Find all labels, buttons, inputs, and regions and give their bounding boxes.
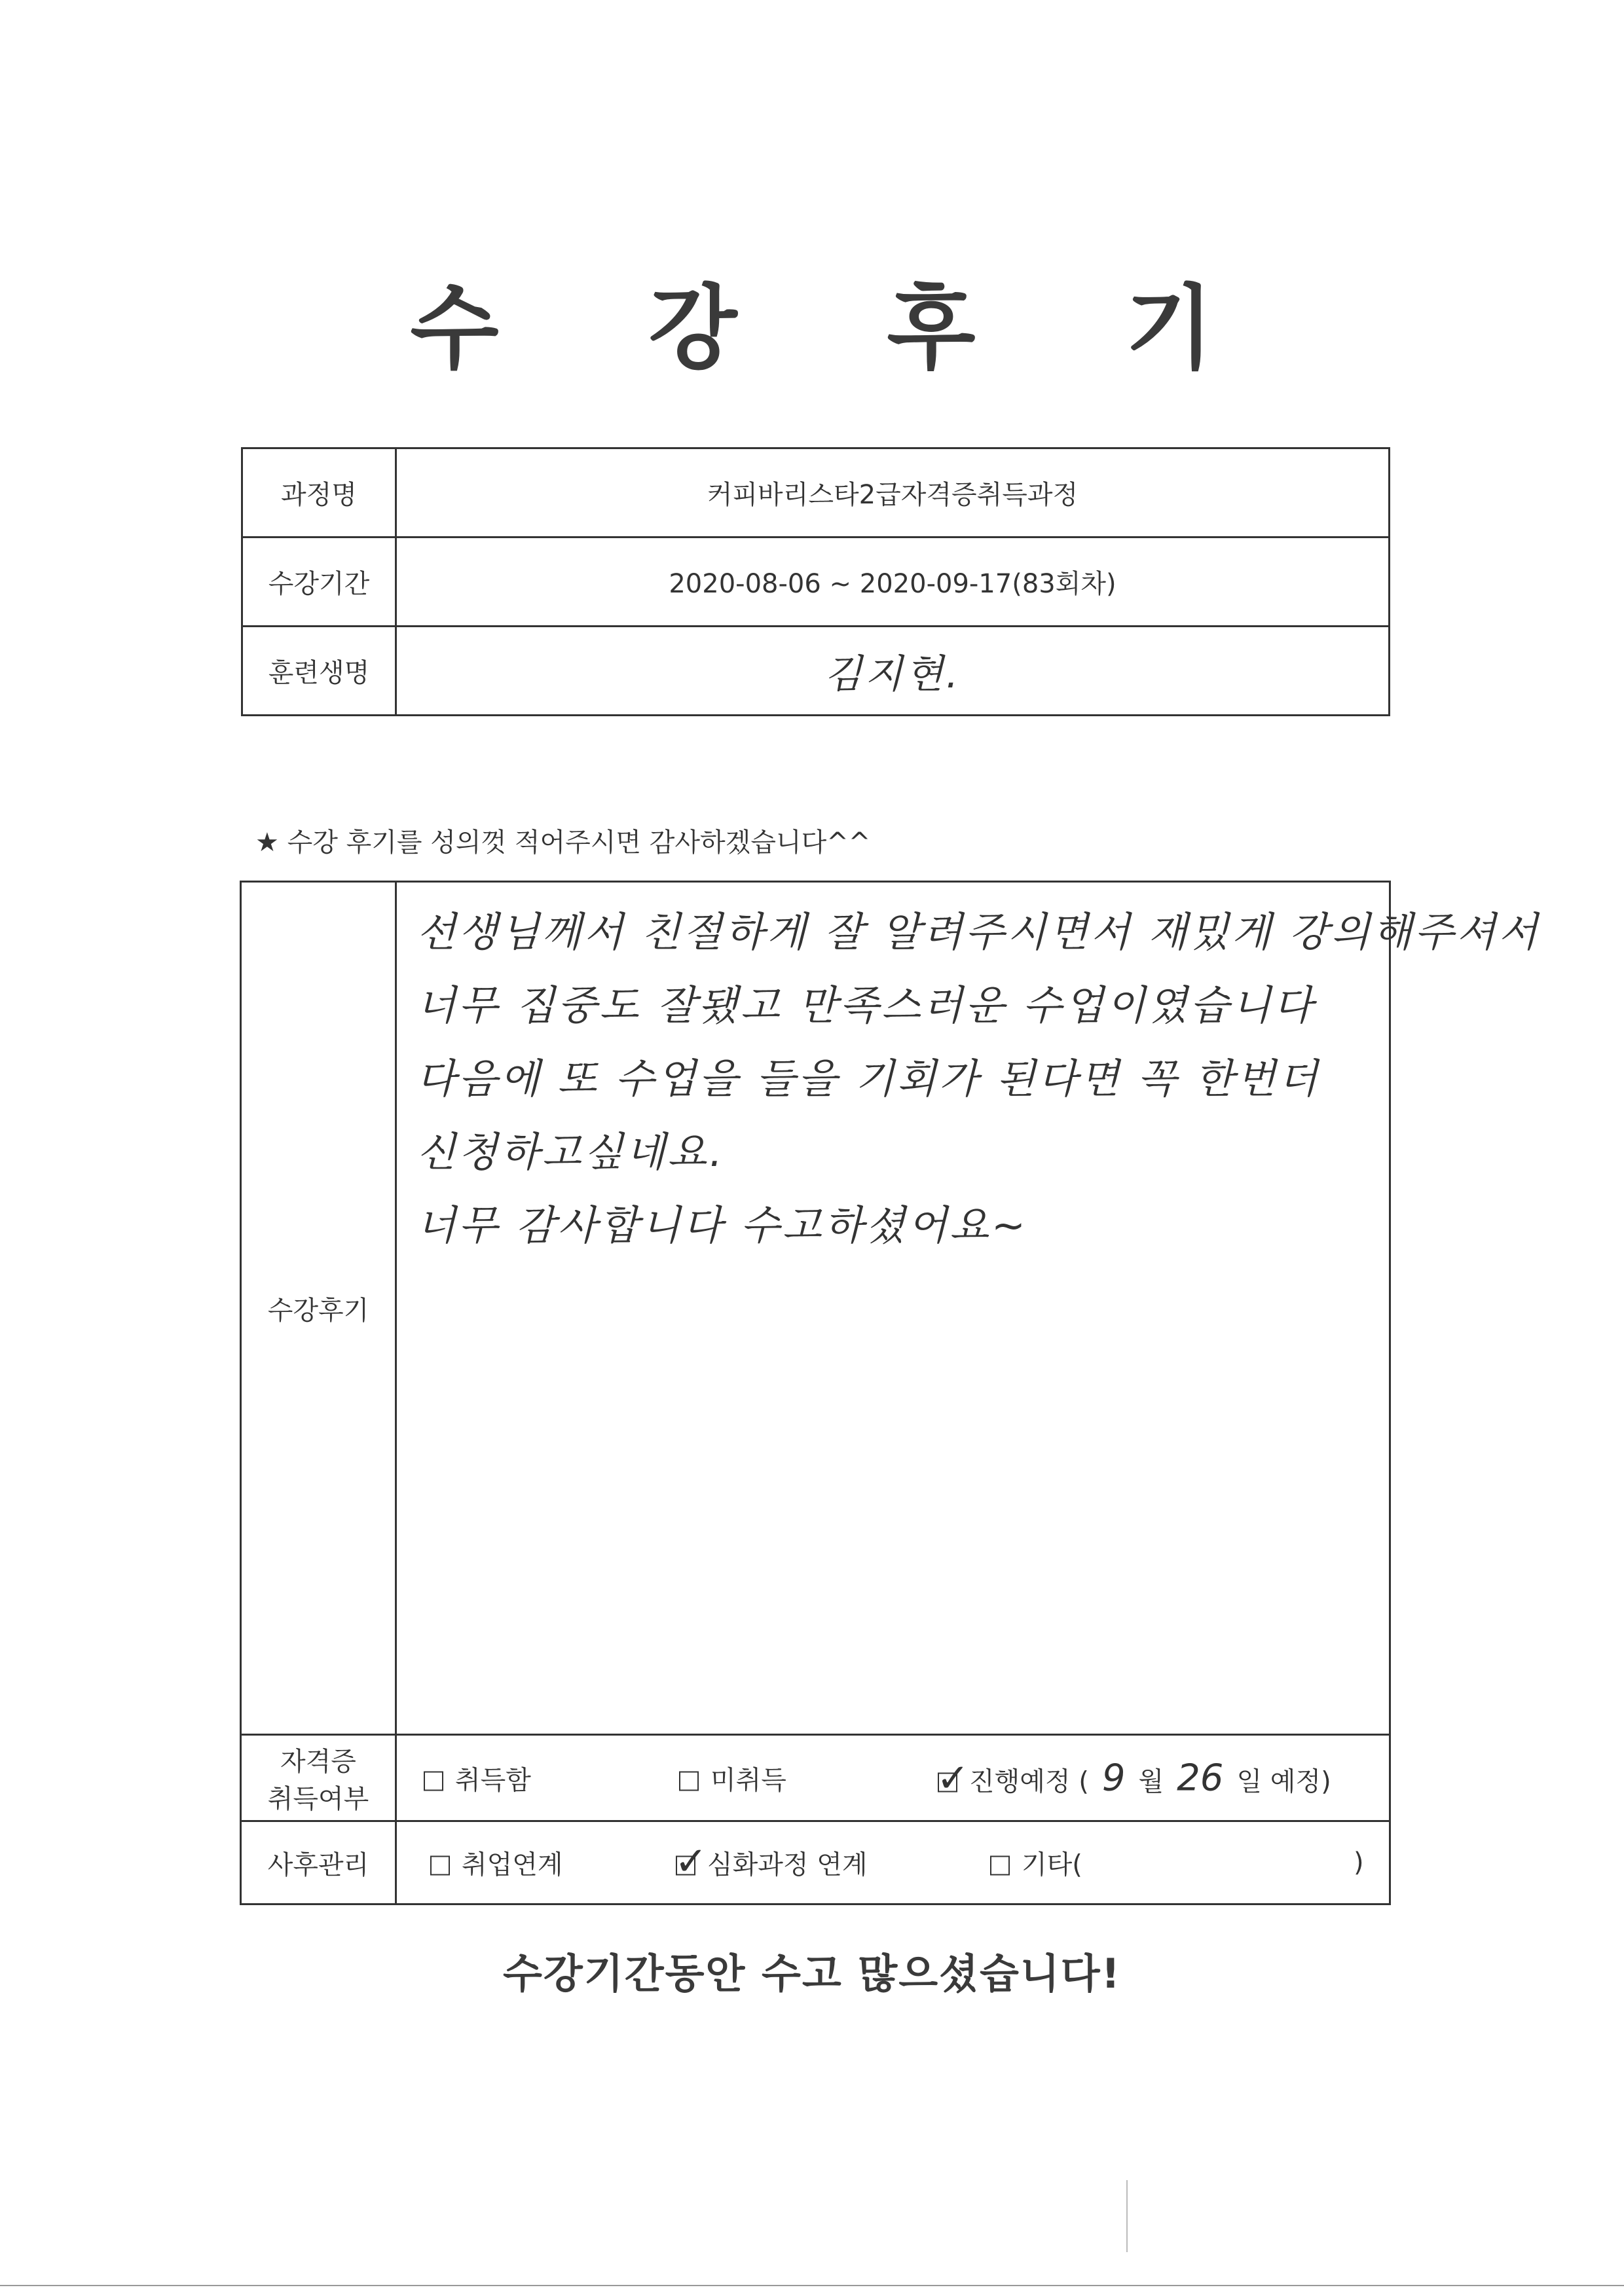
trainee-label: 훈련생명 — [242, 627, 396, 716]
option-label: 취득함 — [455, 1765, 531, 1795]
scheduled-month: 9 — [1101, 1757, 1126, 1799]
certificate-options — [396, 1735, 1390, 1821]
review-line-3: 다음에 또 수업을 들을 기회가 된다면 꼭 한번더 — [416, 1055, 1320, 1102]
review-table — [240, 881, 1540, 1905]
table-row — [241, 1735, 1390, 1821]
page-title: 수 강 후 기 — [410, 276, 1273, 382]
checkbox-checked-icon[interactable] — [936, 1755, 970, 1801]
trainee-name-field — [396, 627, 1390, 716]
certificate-label — [241, 1735, 396, 1821]
scheduled-day: 26 — [1177, 1757, 1224, 1799]
aftercare-options — [396, 1821, 1390, 1904]
option-label: 취업연계 — [462, 1850, 563, 1880]
table-row — [241, 1821, 1390, 1904]
review-line-4: 신청하고싶네요. — [416, 1128, 725, 1176]
closing-message: 수강기간동안 수고 많으셨습니다! — [503, 1950, 1121, 1997]
table-row — [242, 448, 1390, 538]
checkbox-icon[interactable] — [990, 1856, 1010, 1876]
review-text-area — [396, 882, 1540, 1735]
option-suffix: 일 예정) — [1236, 1766, 1331, 1796]
review-line-1: 선생님께서 친절하게 잘 알려주시면서 재밌게 강의해주셔서 — [416, 908, 1540, 956]
course-value: 커피바리스타2급자격증취득과정 — [396, 448, 1390, 538]
review-line-5: 너무 감사합니다 수고하셨어요~ — [416, 1201, 1028, 1249]
option-label: 미취득 — [710, 1765, 786, 1795]
aftercare-other-close: ) — [1354, 1848, 1364, 1878]
certificate-option-obtained[interactable] — [424, 1759, 531, 1796]
review-line-2: 너무 집중도 잘됐고 만족스러운 수업이였습니다 — [416, 981, 1316, 1029]
option-label: 기타( — [1022, 1850, 1082, 1880]
aftercare-option-advanced-course[interactable] — [674, 1838, 868, 1885]
trainee-name-handwritten: 김지현. — [824, 651, 961, 697]
page-edge-line — [0, 2285, 1624, 2286]
checkbox-checked-icon[interactable] — [674, 1838, 708, 1885]
option-label: 심화과정 연계 — [707, 1850, 868, 1880]
checkbox-icon[interactable] — [679, 1771, 699, 1791]
aftercare-option-other[interactable] — [990, 1844, 1082, 1882]
scan-mark — [1126, 2180, 1128, 2252]
check-mark-icon: ✓ — [674, 1838, 708, 1885]
certificate-option-not-obtained[interactable] — [679, 1759, 786, 1796]
aftercare-option-employment[interactable] — [430, 1844, 563, 1882]
review-label: 수강후기 — [241, 882, 396, 1735]
period-label: 수강기간 — [242, 538, 396, 627]
table-row — [242, 538, 1390, 627]
review-lines — [416, 896, 1540, 1262]
month-unit: 월 — [1138, 1766, 1164, 1796]
course-label: 과정명 — [242, 448, 396, 538]
aftercare-label: 사후관리 — [241, 1821, 396, 1904]
option-label: 진행예정 ( — [969, 1766, 1089, 1796]
table-row — [241, 882, 1390, 1735]
check-mark-icon: ✓ — [936, 1755, 970, 1801]
instruction-note: ★ 수강 후기를 성의껏 적어주시면 감사하겠습니다^^ — [255, 828, 871, 858]
period-value: 2020-08-06 ~ 2020-09-17(83회차) — [396, 538, 1390, 627]
checkbox-icon[interactable] — [424, 1771, 443, 1791]
certificate-label-line2: 취득여부 — [267, 1783, 369, 1814]
table-row — [242, 627, 1390, 716]
course-info-table — [241, 447, 1390, 716]
certificate-label-line1: 자격증 — [280, 1746, 356, 1777]
checkbox-icon[interactable] — [430, 1856, 450, 1876]
certificate-option-scheduled[interactable] — [938, 1757, 1331, 1799]
